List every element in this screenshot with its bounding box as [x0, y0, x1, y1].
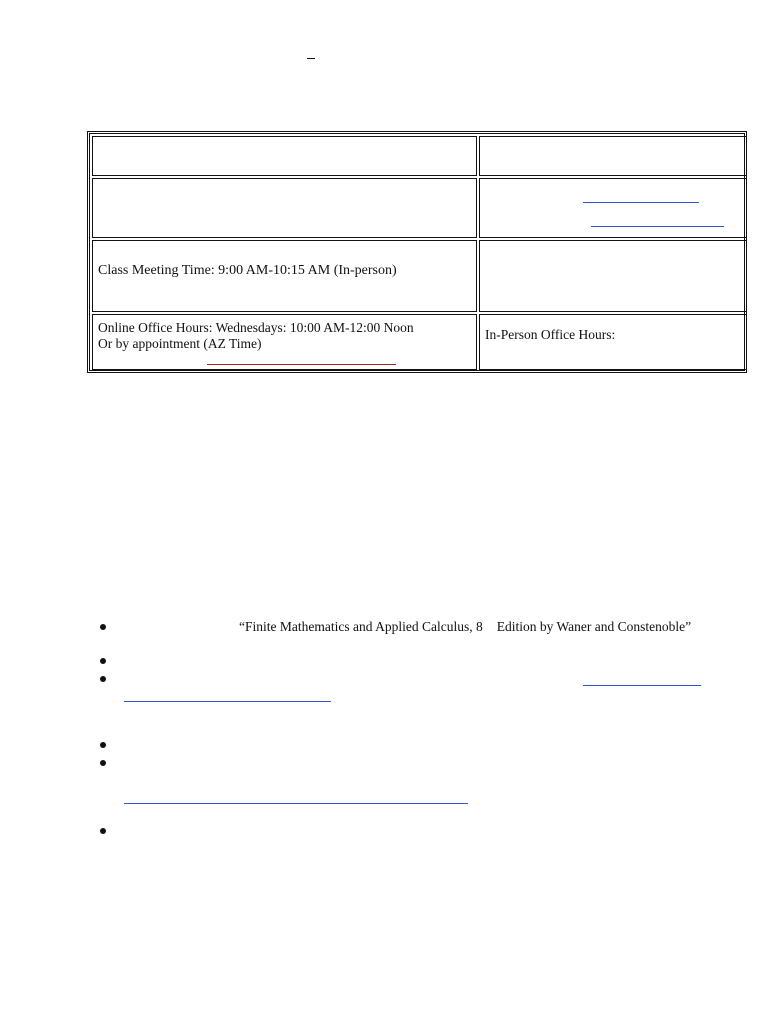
email-link-underline[interactable] — [583, 202, 699, 203]
table-cell-r1-left — [92, 136, 477, 176]
resource-link-underline-2[interactable] — [124, 803, 468, 804]
table-cell-r4-right — [479, 314, 747, 370]
table-cell-r1-right — [479, 136, 747, 176]
resource-link-underline-1a[interactable] — [583, 685, 701, 686]
phone-link-underline[interactable] — [591, 226, 724, 227]
textbook-title-part2: Edition by Waner and Constenoble” — [496, 619, 692, 634]
course-info-table — [87, 131, 747, 373]
table-cell-r3-left — [92, 240, 477, 312]
resource-link-underline-1b[interactable] — [124, 701, 331, 702]
table-cell-r2-right — [479, 178, 747, 238]
bullet-icon — [100, 676, 106, 682]
online-office-hours-line1: Online Office Hours: Wednesdays: 10:00 AM-12:00 Noon — [98, 320, 414, 335]
bullet-icon — [100, 742, 106, 748]
office-hours-link-underline[interactable] — [207, 364, 396, 365]
top-dash-mark — [307, 58, 315, 59]
bullet-icon — [100, 624, 106, 630]
table-cell-r2-left — [92, 178, 477, 238]
in-person-office-hours: In-Person Office Hours: — [485, 327, 616, 342]
table-cell-r4-left — [92, 314, 477, 370]
bullet-icon — [100, 760, 106, 766]
textbook-title-part1: “Finite Mathematics and Applied Calculus, 8 — [239, 619, 483, 634]
bullet-icon — [100, 658, 106, 664]
table-cell-r3-right — [479, 240, 747, 312]
textbook-title — [239, 619, 691, 635]
class-meeting-time: Class Meeting Time: 9:00 AM-10:15 AM (In-person) — [98, 263, 397, 278]
bullet-icon — [100, 828, 106, 834]
online-office-hours-line2: Or by appointment (AZ Time) — [98, 336, 262, 351]
